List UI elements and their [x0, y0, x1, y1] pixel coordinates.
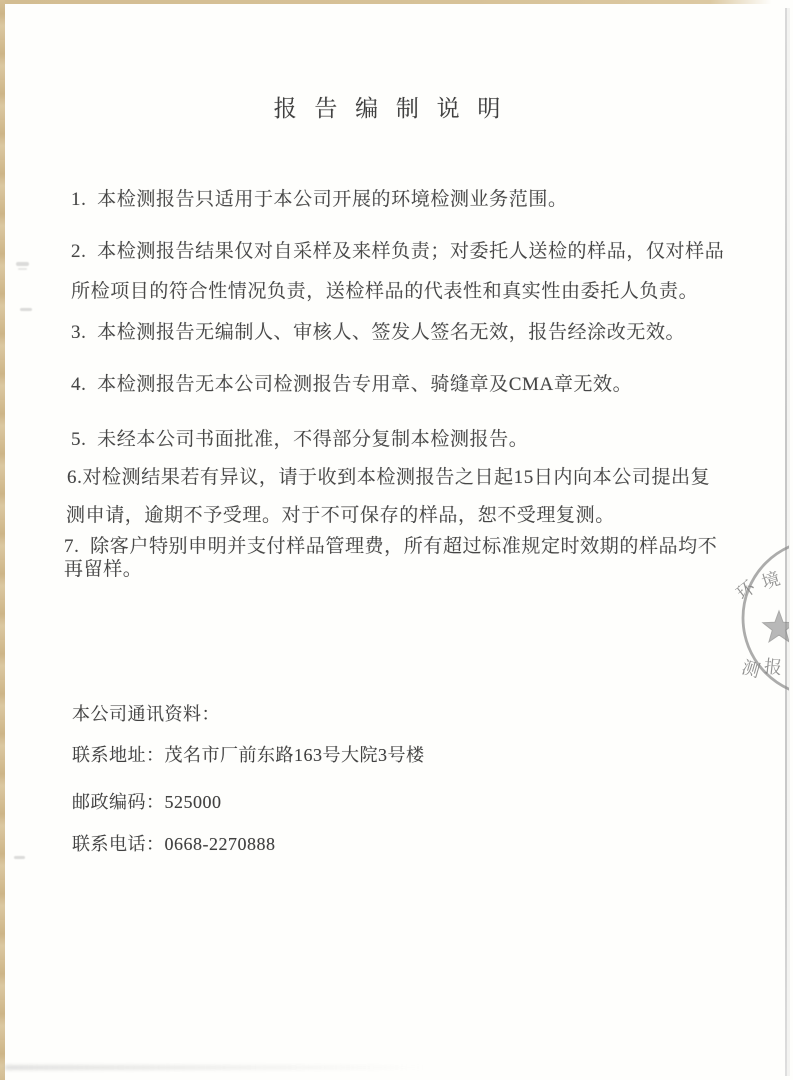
note-3: 3. 本检测报告无编制人、审核人、签发人签名无效，报告经涂改无效。	[71, 322, 686, 343]
scan-edge-top	[0, 0, 772, 4]
margin-smudge	[20, 308, 32, 311]
seal-icon	[729, 533, 789, 703]
contact-phone: 联系电话：0668-2270888	[72, 834, 276, 854]
note-6-line-1: 6.对检测结果若有异议，请于收到本检测报告之日起15日内向本公司提出复	[67, 467, 711, 488]
contact-address: 联系地址：茂名市厂前东路163号大院3号楼	[72, 745, 425, 765]
note-6-line-2: 测申请，逾期不予受理。对于不可保存的样品，恕不受理复测。	[66, 505, 615, 526]
scan-edge-bottom-shadow	[5, 1065, 425, 1070]
seal-char: 环	[732, 576, 760, 604]
margin-smudge	[16, 262, 29, 266]
note-7-line-2: 再留样。	[64, 559, 143, 580]
margin-smudge	[14, 856, 25, 859]
seal-star-icon	[763, 611, 789, 642]
contact-postal-code: 邮政编码：525000	[72, 792, 222, 812]
note-7-line-1: 7. 除客户特别申明并支付样品管理费，所有超过标准规定时效期的样品均不	[64, 536, 718, 557]
note-2-line-1: 2. 本检测报告结果仅对自采样及来样负责；对委托人送检的样品，仅对样品	[71, 241, 725, 262]
partial-seal-stamp	[729, 533, 789, 703]
note-4: 4. 本检测报告无本公司检测报告专用章、骑缝章及CMA章无效。	[71, 374, 633, 395]
seal-char: 报	[762, 656, 783, 678]
scan-edge-left	[0, 0, 5, 1080]
page-title: 报 告 编 制 说 明	[273, 96, 507, 121]
note-5: 5. 未经本公司书面批准，不得部分复制本检测报告。	[71, 429, 529, 450]
note-2-line-2: 所检项目的符合性情况负责，送检样品的代表性和真实性由委托人负责。	[71, 281, 699, 302]
seal-char: 境	[759, 568, 783, 593]
margin-smudge	[18, 268, 27, 270]
note-1: 1. 本检测报告只适用于本公司开展的环境检测业务范围。	[71, 189, 568, 210]
contact-heading: 本公司通讯资料：	[72, 704, 220, 724]
seal-char: 测	[739, 657, 763, 682]
